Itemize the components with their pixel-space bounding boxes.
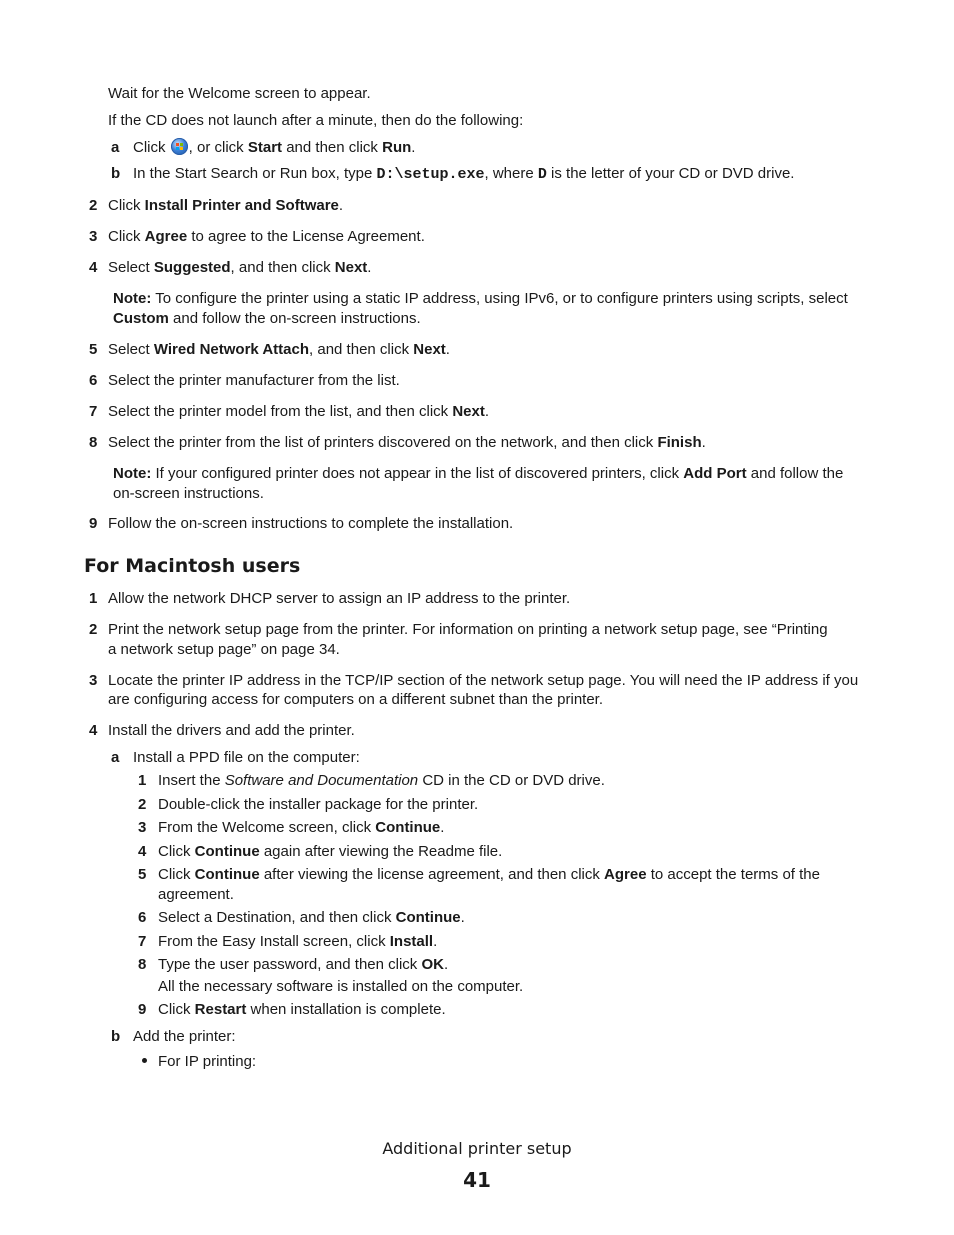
intro-cd-text: If the CD does not launch after a minute, then do the following: xyxy=(108,112,524,129)
ppd-step-7-p2: . xyxy=(433,933,438,950)
note-2-line-1 xyxy=(113,464,843,484)
step-5-p1: Select xyxy=(108,341,154,358)
step-5-p3: . xyxy=(445,341,450,358)
sub-b-text xyxy=(133,164,794,185)
step-number: 4 xyxy=(138,843,147,860)
step-5-text xyxy=(108,340,450,360)
step-4-p2: , and then click xyxy=(230,259,335,276)
ppd-step-5-b1: Continue xyxy=(194,866,260,883)
step-3-text xyxy=(108,227,425,247)
step-number: 6 xyxy=(89,372,98,389)
step-number: 4 xyxy=(89,259,98,276)
ppd-step-5-text xyxy=(158,865,820,885)
ppd-step-5-line-2: agreement. xyxy=(158,886,234,903)
ppd-step-4-p1: Click xyxy=(158,843,195,860)
step-3-b1: Agree xyxy=(144,228,188,245)
step-number: 2 xyxy=(138,796,147,813)
ppd-step-9-b1: Restart xyxy=(194,1001,247,1018)
step-7-p2: . xyxy=(484,403,490,420)
ppd-step-9-p2: when installation is complete. xyxy=(246,1001,446,1018)
ppd-step-6-b1: Continue xyxy=(395,909,461,926)
custom-label: Custom xyxy=(113,310,169,327)
ppd-step-8-b1: OK xyxy=(421,956,444,973)
sub-b-letter: b xyxy=(111,165,121,182)
step-6-text: Select the printer manufacturer from the list. xyxy=(108,372,400,389)
step-number: 8 xyxy=(138,956,147,973)
ppd-step-7-b1: Install xyxy=(389,933,434,950)
mac-step-3-line-2: are configuring access for computers on a different subnet than the printer. xyxy=(108,691,604,708)
note-2-p1: If your configured printer does not appear in the list of discovered printers, click xyxy=(151,465,684,482)
sub-a-p1: Click xyxy=(133,139,170,156)
sub-a-text xyxy=(133,138,415,158)
step-number: 7 xyxy=(138,933,147,950)
ppd-step-4-b1: Continue xyxy=(194,843,260,860)
ppd-step-5-b2: Agree xyxy=(604,866,647,883)
ppd-step-3-p1: From the Welcome screen, click xyxy=(158,819,376,836)
bullet-text: For IP printing: xyxy=(158,1053,257,1070)
ppd-step-8-text xyxy=(158,955,448,975)
step-2-p2: . xyxy=(338,197,344,214)
note-label: Note: xyxy=(113,290,152,307)
step-8-text xyxy=(108,433,706,453)
sub-b-letter: b xyxy=(111,1028,121,1045)
bullet-icon xyxy=(142,1052,147,1072)
ppd-step-3-text xyxy=(158,818,444,838)
ppd-step-4-p2: again after viewing the Readme file. xyxy=(259,843,503,860)
ppd-step-5-p2: after viewing the license agreement, and then click xyxy=(259,866,605,883)
step-2-b1: Install Printer and Software xyxy=(144,197,339,214)
ppd-step-6-p1: Select a Destination, and then click xyxy=(158,909,396,926)
sub-a-letter: a xyxy=(111,139,120,156)
ppd-step-8-line-2: All the necessary software is installed on the computer. xyxy=(158,978,524,995)
note-1-line-1 xyxy=(113,289,848,309)
step-number: 3 xyxy=(89,672,98,689)
note-2-p2: and follow the xyxy=(746,465,844,482)
step-number: 8 xyxy=(89,434,98,451)
mac-step-4-text: Install the drivers and add the printer. xyxy=(108,722,355,739)
setup-command-code: D:\setup.exe xyxy=(376,166,485,183)
step-number: 3 xyxy=(89,228,98,245)
ppd-step-3-p2: . xyxy=(440,819,445,836)
footer-section-title: Additional printer setup xyxy=(382,1139,572,1158)
step-3-p1: Click xyxy=(108,228,145,245)
sub-b-p1: In the Start Search or Run box, type xyxy=(133,165,377,182)
ppd-step-7-p1: From the Easy Install screen, click xyxy=(158,933,390,950)
ppd-step-3-b1: Continue xyxy=(375,819,441,836)
sub-a-p3: and then click xyxy=(282,139,383,156)
step-number: 1 xyxy=(89,590,98,607)
add-port-label: Add Port xyxy=(683,465,747,482)
ppd-step-2-text: Double-click the installer package for the printer. xyxy=(158,796,479,813)
note-label: Note: xyxy=(113,465,152,482)
ppd-step-1-p2: CD in the CD or DVD drive. xyxy=(418,772,605,789)
intro-wait-text: Wait for the Welcome screen to appear. xyxy=(108,85,371,102)
ppd-step-5-p1: Click xyxy=(158,866,195,883)
step-4-p1: Select xyxy=(108,259,154,276)
run-label: Run xyxy=(382,139,412,156)
ppd-step-1-text xyxy=(158,771,605,791)
note-1-text-2: and follow the on-screen instructions. xyxy=(168,310,421,327)
ppd-step-8-p2: . xyxy=(443,956,449,973)
step-7-text xyxy=(108,402,489,422)
mac-sub-a-text: Install a PPD file on the computer: xyxy=(133,749,360,766)
ppd-step-6-p2: . xyxy=(460,909,465,926)
page-number: 41 xyxy=(463,1168,491,1192)
step-3-p2: to agree to the License Agreement. xyxy=(187,228,425,245)
step-5-b2: Next xyxy=(413,341,446,358)
ppd-step-8-p1: Type the user password, and then click xyxy=(158,956,422,973)
step-number: 2 xyxy=(89,621,98,638)
windows-start-orb-icon xyxy=(171,138,188,155)
step-7-b1: Next xyxy=(452,403,485,420)
step-2-p1: Click xyxy=(108,197,145,214)
sub-a-p4: . xyxy=(411,139,416,156)
note-1-text: To configure the printer using a static IP address, using IPv6, or to configure printers using scripts, select xyxy=(151,290,848,307)
sub-a-p2: , or click xyxy=(188,139,248,156)
step-8-b1: Finish xyxy=(657,434,702,451)
step-number: 5 xyxy=(138,866,147,883)
ppd-step-6-text xyxy=(158,908,465,928)
step-number: 7 xyxy=(89,403,98,420)
step-5-b1: Wired Network Attach xyxy=(153,341,310,358)
step-number: 2 xyxy=(89,197,98,214)
step-8-p1: Select the printer from the list of printers discovered on the network, and then click xyxy=(108,434,658,451)
cd-title: Software and Documentation xyxy=(224,772,419,789)
ppd-step-9-p1: Click xyxy=(158,1001,195,1018)
drive-letter-code: D xyxy=(537,166,547,183)
section-heading: For Macintosh users xyxy=(84,555,301,577)
step-9-text: Follow the on-screen instructions to complete the installation. xyxy=(108,515,514,532)
step-number: 1 xyxy=(138,772,147,789)
step-number: 3 xyxy=(138,819,147,836)
step-2-text xyxy=(108,196,343,216)
note-2-line-2: on-screen instructions. xyxy=(113,485,264,502)
sub-b-p2: , where xyxy=(484,165,538,182)
step-8-p2: . xyxy=(701,434,706,451)
step-number: 9 xyxy=(138,1001,147,1018)
mac-step-1-text: Allow the network DHCP server to assign an IP address to the printer. xyxy=(108,590,571,607)
step-5-p2: , and then click xyxy=(309,341,414,358)
step-4-b1: Suggested xyxy=(153,259,231,276)
step-number: 5 xyxy=(89,341,98,358)
step-number: 9 xyxy=(89,515,98,532)
mac-step-2-line-2: a network setup page” on page 34. xyxy=(108,641,340,658)
sub-a-letter: a xyxy=(111,749,120,766)
step-7-p1: Select the printer model from the list, and then click xyxy=(108,403,453,420)
ppd-step-4-text xyxy=(158,842,502,862)
ppd-step-9-text xyxy=(158,1000,446,1020)
step-number: 6 xyxy=(138,909,147,926)
mac-step-3-line-1: Locate the printer IP address in the TCP/IP section of the network setup page. You will need the IP address if you xyxy=(108,672,859,689)
step-4-p3: . xyxy=(367,259,372,276)
mac-step-2-line-1: Print the network setup page from the printer. For information on printing a network setup page, see “Printing xyxy=(108,621,828,638)
step-number: 4 xyxy=(89,722,98,739)
ppd-step-7-text xyxy=(158,932,437,952)
ppd-step-1-p1: Insert the xyxy=(158,772,225,789)
note-1-line-2 xyxy=(113,309,421,329)
sub-b-p3: is the letter of your CD or DVD drive. xyxy=(546,165,795,182)
step-4-text xyxy=(108,258,371,278)
ppd-step-5-p3: to accept the terms of the xyxy=(646,866,820,883)
step-4-b2: Next xyxy=(334,259,368,276)
mac-sub-b-text: Add the printer: xyxy=(133,1028,236,1045)
start-label: Start xyxy=(247,139,283,156)
